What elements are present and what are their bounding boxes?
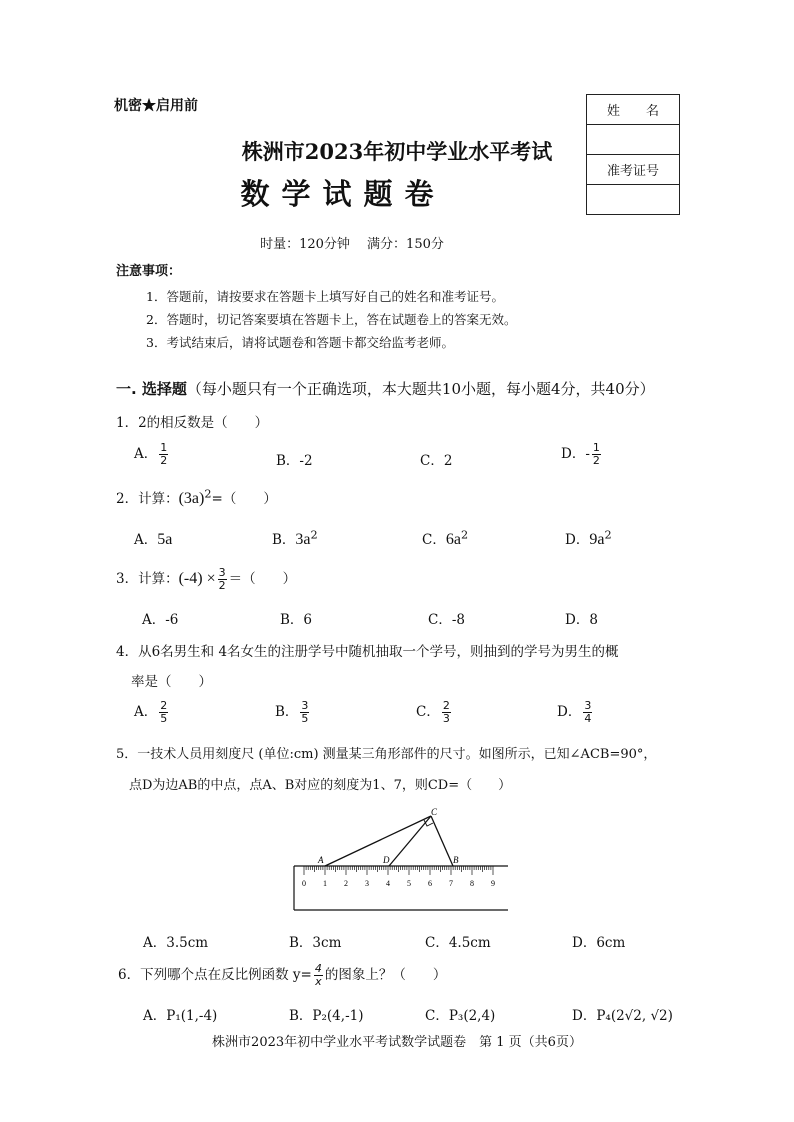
q3-option-d[interactable]: D．8 xyxy=(565,612,598,628)
q6-option-b[interactable]: B．P₂(4,-1) xyxy=(289,1008,364,1024)
q4-option-d[interactable]: D． $\frac{3}{4}$ xyxy=(557,699,592,725)
q3-option-a[interactable]: A．-6 xyxy=(142,612,179,628)
segment-cb xyxy=(431,816,453,866)
q2-option-d[interactable]: D．$9a^2$ xyxy=(565,528,612,548)
ruler-tick-label: 1 xyxy=(323,879,327,888)
ruler-triangle-figure xyxy=(290,806,510,914)
q6-option-c[interactable]: C．P₃(2,4) xyxy=(425,1008,496,1024)
q3-option-c[interactable]: C．-8 xyxy=(428,612,465,628)
question-4-stem: 4．从6名男生和 4名女生的注册学号中随机抽取一个学号，则抽到的学号为男生的概 xyxy=(116,644,619,660)
time-info: 时量：120分钟 满分：150分 xyxy=(260,237,444,252)
q1-option-c[interactable]: C．2 xyxy=(420,453,453,469)
name-label: 姓 名 xyxy=(587,95,680,125)
id-field[interactable] xyxy=(587,185,680,215)
exam-title: 株洲市2023年初中学业水平考试 xyxy=(241,139,553,164)
q2-option-a[interactable]: A．5a xyxy=(134,531,173,548)
q5-option-d[interactable]: D．6cm xyxy=(572,935,626,951)
question-3-stem: 3．计算：(-4) × $\frac{3}{2}$ ＝（ ） xyxy=(116,566,297,592)
section-heading xyxy=(116,378,655,399)
note-item: 2．答题时，切记答案要填在答题卡上，答在试题卷上的答案无效。 xyxy=(146,312,517,327)
q5-option-c[interactable]: C．4.5cm xyxy=(425,935,491,951)
paper-title: 数学试题卷 xyxy=(240,177,446,211)
q5-option-b[interactable]: B．3cm xyxy=(289,935,342,951)
q1-option-a[interactable]: A． $\frac{1}{2}$ xyxy=(134,441,168,467)
segment-ac xyxy=(325,816,431,866)
question-4-stem-cont: 率是（ ） xyxy=(131,674,212,690)
question-5-stem-cont: 点D为边AB的中点，点A、B对应的刻度为1、7，则CD=（ ） xyxy=(129,778,512,793)
q5-option-a[interactable]: A．3.5cm xyxy=(143,935,209,951)
page-footer: 株洲市2023年初中学业水平考试数学试题卷 第 1 页（共6页） xyxy=(212,1035,582,1050)
ruler-tick-label: 2 xyxy=(344,879,348,888)
question-2-stem: 2．计算：$(3a)^2=$（ ） xyxy=(116,487,277,507)
point-b-label: B xyxy=(453,855,459,865)
q6-option-a[interactable]: A．P₁(1,-4) xyxy=(143,1008,218,1024)
ruler-tick-label: 6 xyxy=(428,879,432,888)
ruler-tick-label: 3 xyxy=(365,879,369,888)
note-item: 1．答题前，请按要求在答题卡上填写好自己的姓名和准考证号。 xyxy=(146,289,504,304)
q1-option-b[interactable]: B．-2 xyxy=(276,453,313,469)
q6-option-d[interactable]: D．P₄(2√2, √2) xyxy=(572,1008,673,1024)
q2-option-b[interactable]: B．$3a^2$ xyxy=(272,528,318,548)
ruler-tick-label: 9 xyxy=(491,879,495,888)
point-d-label: D xyxy=(383,855,390,865)
ruler-tick-label: 5 xyxy=(407,879,411,888)
q1-option-d[interactable]: D．- $\frac{1}{2}$ xyxy=(561,441,600,467)
q4-option-b[interactable]: B． $\frac{3}{5}$ xyxy=(275,699,309,725)
ruler-tick-label: 4 xyxy=(386,879,390,888)
section-title: 一. 选择题 xyxy=(116,380,187,398)
segment-cd xyxy=(389,816,431,866)
id-label: 准考证号 xyxy=(587,155,680,185)
q2-option-c[interactable]: C．$6a^2$ xyxy=(422,528,469,548)
q4-option-a[interactable]: A． $\frac{2}{5}$ xyxy=(134,699,168,725)
ruler-tick-label: 0 xyxy=(302,879,306,888)
section-desc: （每小题只有一个正确选项，本大题共10小题，每小题4分，共40分） xyxy=(186,380,655,398)
name-field[interactable] xyxy=(587,125,680,155)
confidential-label: 机密★启用前 xyxy=(114,98,198,114)
ruler-tick-label: 7 xyxy=(449,879,453,888)
right-angle-mark xyxy=(424,820,433,826)
q4-option-c[interactable]: C． $\frac{2}{3}$ xyxy=(416,699,450,725)
question-6-stem: 6．下列哪个点在反比例函数 y= $\frac{4}{x}$ 的图象上？（ ） xyxy=(118,962,447,988)
point-c-label: C xyxy=(431,807,438,817)
question-5-stem: 5．一技术人员用刻度尺 (单位:cm) 测量某三角形部件的尺寸。如图所示，已知∠ACB=90°， xyxy=(116,747,657,762)
ruler-tick-label: 8 xyxy=(470,879,474,888)
candidate-info-box xyxy=(586,94,680,215)
question-1-stem: 1．2的相反数是（ ） xyxy=(116,415,269,431)
notes-heading: 注意事项： xyxy=(116,264,182,279)
note-item: 3．考试结束后，请将试题卷和答题卡都交给监考老师。 xyxy=(146,335,454,350)
point-a-label: A xyxy=(318,855,324,865)
q3-option-b[interactable]: B．6 xyxy=(280,612,313,628)
